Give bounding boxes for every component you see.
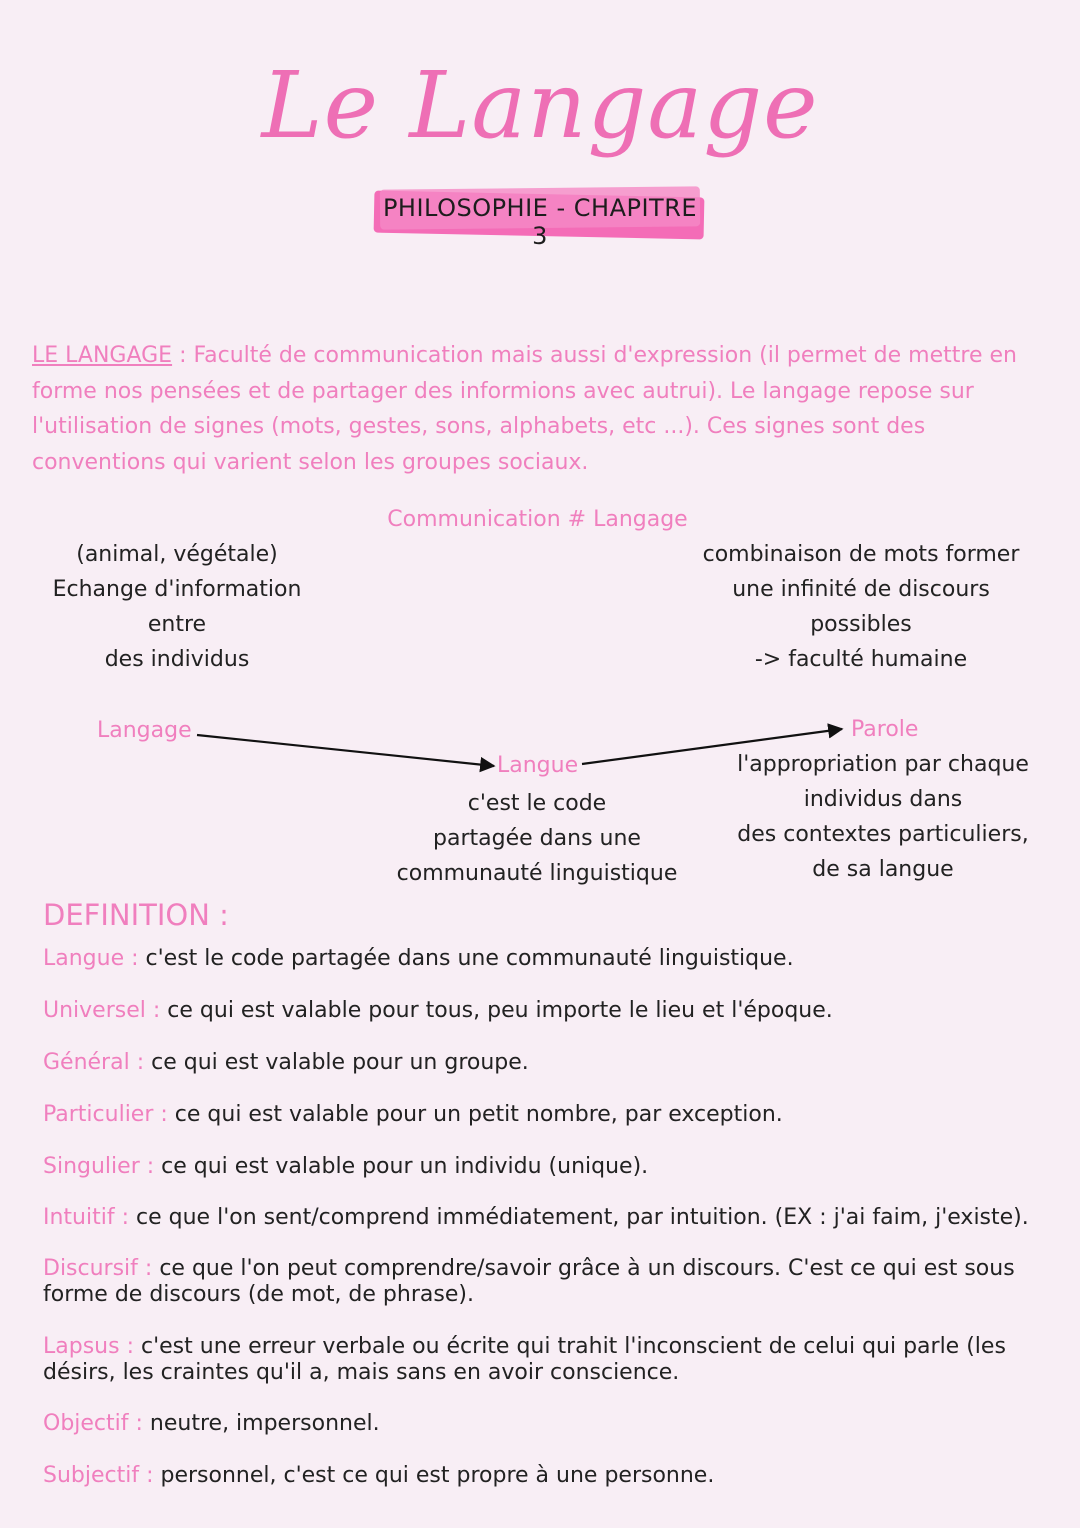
definition-item <box>43 1205 1043 1231</box>
comparison-left-line: des individus <box>104 647 250 672</box>
comparison-left-line: (animal, végétale) <box>76 542 278 567</box>
definition-text: ce qui est valable pour un groupe. <box>151 1050 529 1075</box>
definition-term: Langue <box>43 946 125 971</box>
definition-sep: : <box>153 1102 175 1127</box>
definition-term: Particulier <box>43 1102 154 1127</box>
intro-sep: : <box>172 343 194 368</box>
intro-term: LE LANGAGE <box>32 343 173 368</box>
comparison-right-line: -> faculté humaine <box>754 647 968 672</box>
definition-sep: : <box>139 1154 162 1179</box>
definition-term: Objectif <box>43 1411 129 1436</box>
comparison-heading: Communication # Langage <box>387 507 688 532</box>
definition-item <box>43 1334 1043 1386</box>
definition-item <box>43 1411 1043 1437</box>
parole-description <box>728 747 1038 887</box>
parole-desc-line: l'appropriation par chaque <box>737 752 1029 777</box>
definition-item <box>43 1154 1043 1180</box>
definition-sep: : <box>124 946 146 971</box>
definition-item <box>43 946 1043 972</box>
comparison-right-line: combinaison de mots former <box>702 542 1020 567</box>
node-parole: Parole <box>851 717 919 742</box>
langue-desc-line: communauté linguistique <box>396 861 678 886</box>
parole-desc-line: de sa langue <box>812 857 954 882</box>
definition-term: Universel <box>43 998 146 1023</box>
definition-item <box>43 998 1043 1024</box>
langue-description <box>372 786 702 891</box>
page-title: Le Langage <box>261 52 819 159</box>
parole-desc-line: individus dans <box>803 787 963 812</box>
node-langue: Langue <box>497 753 579 778</box>
definition-term: Général <box>43 1050 130 1075</box>
definition-sep: : <box>128 1411 150 1436</box>
definition-text: c'est le code partagée dans une communauté linguistique. <box>145 946 794 971</box>
comparison-right-line: possibles <box>810 612 912 637</box>
parole-desc-line: des contextes particuliers, <box>737 822 1029 847</box>
langue-desc-line: c'est le code <box>467 791 607 816</box>
definition-text: personnel, c'est ce qui est propre à une personne. <box>160 1463 715 1488</box>
definition-term: Subjectif <box>43 1463 140 1488</box>
langue-desc-line: partagée dans une <box>433 826 641 851</box>
definition-sep: : <box>139 1463 161 1488</box>
intro-text: Faculté de communication mais aussi d'expression (il permet de mettre en forme nos pensées et de partager des informions avec autrui). Le langage repose sur l'utilisation de signes (mots, gestes, sons, alphabets, etc ...). Ces signes sont des conventions qui varient selon les groupes sociaux. <box>32 343 1017 475</box>
definition-text: ce qui est valable pour un petit nombre, par exception. <box>174 1102 783 1127</box>
definition-term: Intuitif <box>43 1205 115 1230</box>
arrow-langage-to-langue <box>197 735 494 766</box>
definition-text: c'est une erreur verbale ou écrite qui trahit l'inconscient de celui qui parle (les désirs, les craintes qu'il a, mais sans en avoir conscience. <box>43 1334 1006 1385</box>
definition-sep: : <box>145 998 168 1023</box>
definition-term: Singulier <box>43 1154 140 1179</box>
definition-text: ce qui est valable pour tous, peu importe le lieu et l'époque. <box>167 998 833 1023</box>
definition-sep: : <box>137 1256 160 1281</box>
definition-item <box>43 1256 1043 1308</box>
definition-sep: : <box>129 1050 152 1075</box>
definition-item <box>43 1463 1043 1489</box>
comparison-left-line: Echange d'information entre <box>52 577 302 637</box>
definition-text: neutre, impersonnel. <box>149 1411 380 1436</box>
definition-sep: : <box>119 1334 141 1359</box>
definition-text: ce que l'on peut comprendre/savoir grâce à un discours. C'est ce qui est sous forme de discours (de mot, de phrase). <box>43 1256 1015 1307</box>
definition-item <box>43 1102 1043 1128</box>
node-langage: Langage <box>97 718 192 743</box>
comparison-right-line: une infinité de discours <box>732 577 990 602</box>
definition-term: Lapsus <box>43 1334 120 1359</box>
definition-text: ce qui est valable pour un individu (unique). <box>161 1154 649 1179</box>
definition-term: Discursif <box>43 1256 138 1281</box>
definitions-heading: DEFINITION : <box>43 898 229 932</box>
subtitle: PHILOSOPHIE - CHAPITRE 3 <box>382 194 698 250</box>
definition-sep: : <box>114 1205 137 1230</box>
definition-text: ce que l'on sent/comprend immédiatement, par intuition. (EX : j'ai faim, j'existe). <box>136 1205 1029 1230</box>
definition-item <box>43 1050 1043 1076</box>
